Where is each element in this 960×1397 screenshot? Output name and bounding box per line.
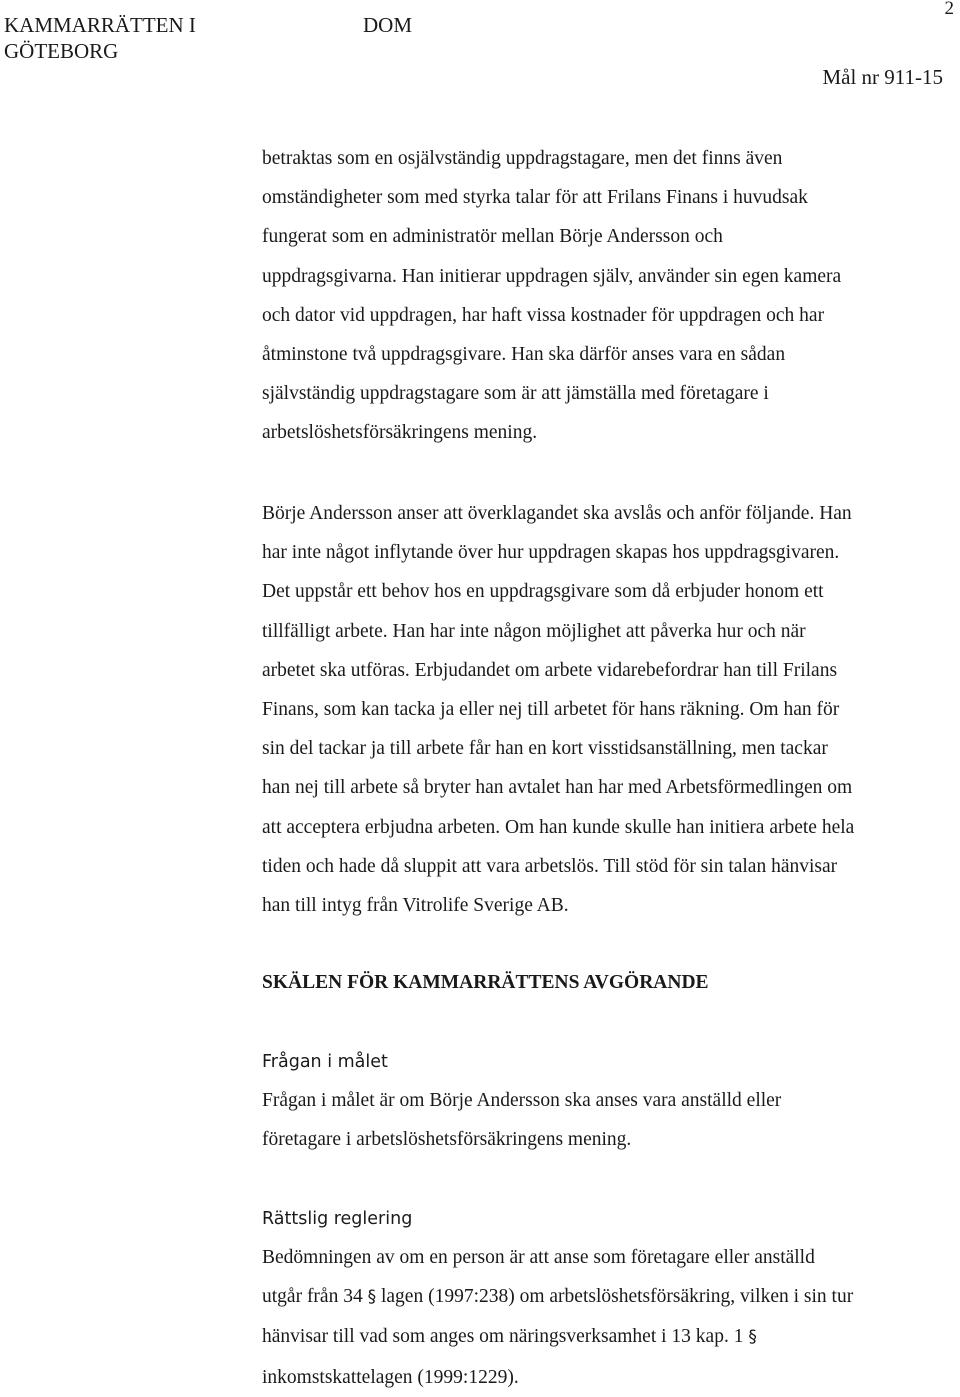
text-line: företagare i arbetslöshetsförsäkringens mening. [262, 1129, 632, 1151]
paragraph-regulation [262, 1238, 956, 1397]
text-line: arbetet ska utföras. Erbjudandet om arbete vidarebefordrar han till Frilans [262, 659, 838, 681]
text-line: tillfälligt arbete. Han har inte någon möjlighet att påverka hur och när [262, 620, 806, 642]
page-number: 2 [944, 0, 954, 19]
text-line: betraktas som en osjälvständig uppdragstagare, men det finns även [262, 148, 783, 169]
text-line: Frågan i målet är om Börje Andersson ska anses vara anställd eller [262, 1090, 782, 1111]
text-line: sin del tackar ja till arbete får han en kort visstidsanställning, men tackar [262, 738, 828, 760]
paragraph-question [262, 1081, 956, 1159]
text-line: inkomstskattelagen (1999:1229). [262, 1366, 519, 1388]
section-heading: SKÄLEN FÖR KAMMARRÄTTENS AVGÖRANDE [262, 972, 709, 993]
section-sign: § [748, 1327, 757, 1348]
text-line: tiden och hade då sluppit att vara arbetslös. Till stöd för sin talan hänvisar [262, 855, 838, 877]
text-line: han till intyg från Vitrolife Sverige AB. [262, 895, 569, 917]
text-line: fungerat som en administratör mellan Börje Andersson och [262, 226, 723, 248]
text-line: har inte något inflytande över hur uppdragen skapas hos uppdragsgivaren. [262, 542, 840, 564]
case-number: Mål nr 911-15 [822, 65, 943, 89]
court-name: KAMMARRÄTTEN I GÖTEBORG [4, 13, 196, 63]
text-line: och dator vid uppdragen, har haft vissa kostnader för uppdragen och har [262, 304, 825, 326]
subheading-regulation: Rättslig reglering [262, 1209, 413, 1229]
text-segment: lagen (1997:238) om arbetslöshetsförsäkring, vilken i sin tur [376, 1286, 854, 1308]
text-line: Bedömningen av om en person är att anse som företagare eller anställd [262, 1247, 815, 1268]
text-line: Finans, som kan tacka ja eller nej till arbetet för hans räkning. Om han för [262, 699, 840, 721]
text-line: arbetslöshetsförsäkringens mening. [262, 422, 538, 444]
text-line: omständigheter som med styrka talar för att Frilans Finans i huvudsak [262, 187, 808, 209]
text-line: att acceptera erbjudna arbeten. Om han kunde skulle han initiera arbete hela [262, 816, 855, 838]
paragraph-appellant-summary [262, 139, 956, 453]
text-line: Det uppstår ett behov hos en uppdragsgivare som då erbjuder honom ett [262, 581, 824, 603]
text-segment: utgår från 34 [262, 1286, 368, 1308]
text-line [262, 1317, 956, 1357]
text-line: han nej till arbete så bryter han avtalet han har med Arbetsförmedlingen om [262, 777, 853, 799]
text-line: åtminstone två uppdragsgivare. Han ska därför anses vara en sådan [262, 344, 786, 366]
paragraph-respondent-position [262, 494, 956, 925]
text-line [262, 1277, 956, 1317]
text-line: Börje Andersson anser att överklagandet ska avslås och anför följande. Han [262, 503, 852, 524]
section-sign: § [367, 1287, 377, 1308]
document-type: DOM [363, 13, 413, 37]
subheading-question: Frågan i målet [262, 1052, 388, 1072]
text-segment: hänvisar till vad som anges om näringsverksamhet i 13 kap. 1 [262, 1326, 749, 1348]
text-line: uppdragsgivarna. Han initierar uppdragen själv, använder sin egen kamera [262, 265, 842, 287]
text-line: självständig uppdragstagare som är att jämställa med företagare i [262, 383, 769, 405]
